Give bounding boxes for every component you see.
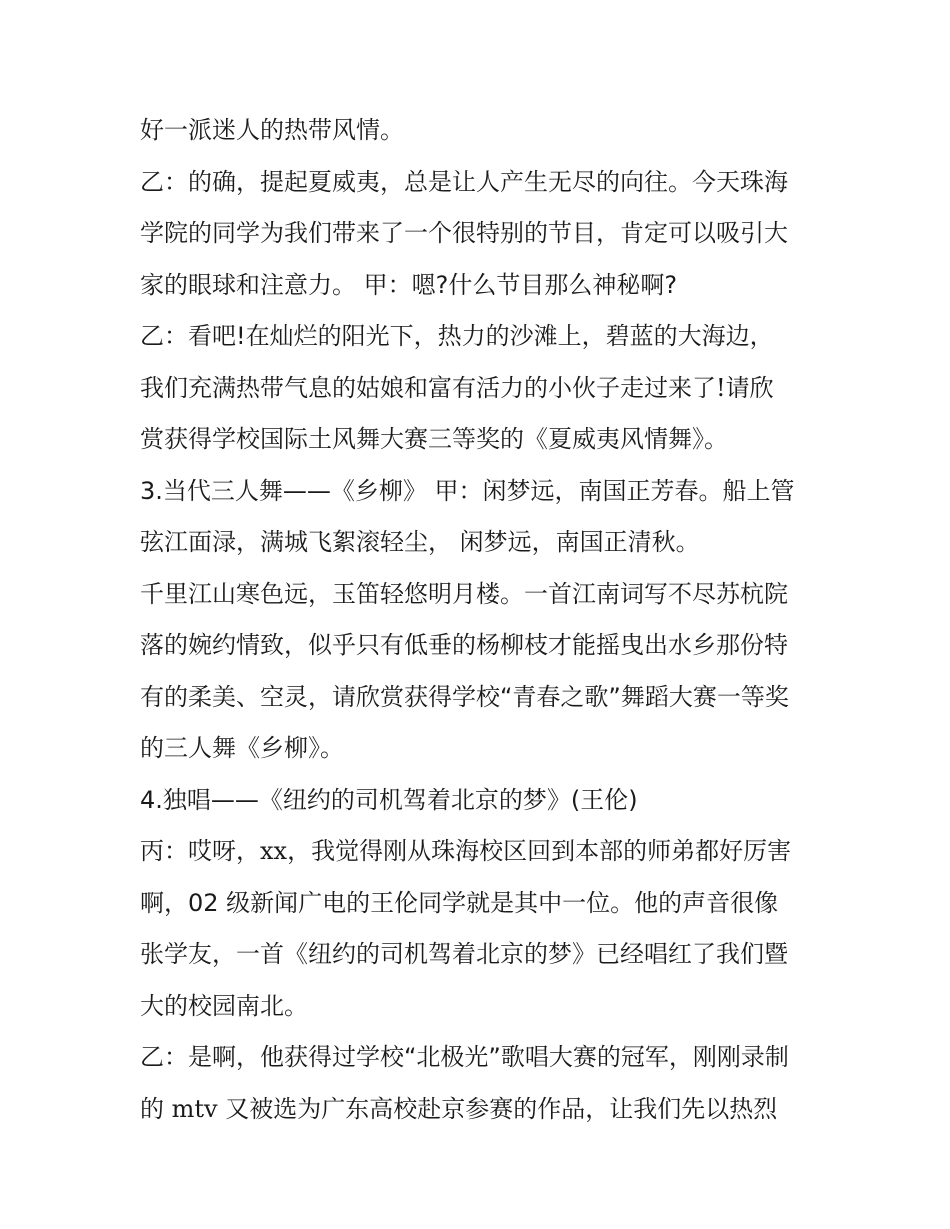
- text-line-13: [140, 723, 820, 775]
- text-run: 乙：看吧!: [140, 322, 246, 350]
- text-line-8: [140, 466, 820, 518]
- text-run: 的 mtv 又被选为广东高校赴京参赛的作品，让我们先以热烈: [140, 1094, 778, 1123]
- text-run: 在灿烂的阳光下，热力的沙滩上，碧蓝的大海边，: [245, 322, 774, 350]
- text-line-10: [140, 569, 820, 621]
- text-line-4: [140, 260, 820, 312]
- text-run: 家的眼球和注意力。 甲：: [140, 270, 412, 299]
- text-line-6: [140, 363, 820, 415]
- text-run: 有的柔美、空灵，请欣赏获得学校“青春之歌”舞蹈大赛一等奖: [140, 682, 789, 711]
- text-line-1: [140, 105, 820, 157]
- text-run: 乙：是啊，他获得过学校“北极光”歌唱大赛的冠军，刚刚录制: [140, 1043, 789, 1071]
- text-run: 嗯?什么节目那么神秘啊?: [411, 270, 678, 299]
- text-run: 乙：的确，提起夏威夷，总是让人产生无尽的向往。今天珠海: [140, 167, 788, 196]
- text-run: 啊，02 级新闻广电的王伦同学就是其中一位。他的声音很像: [140, 888, 779, 917]
- text-run: 赏获得学校国际土风舞大赛三等奖的《夏威夷风情舞》。: [140, 425, 728, 453]
- text-line-2: [140, 157, 820, 209]
- text-line-12: [140, 672, 820, 724]
- text-run: 3.当代三人舞——《乡柳》 甲：闲梦远，南国正芳春。船上管: [140, 476, 795, 505]
- text-line-7: [140, 414, 820, 466]
- text-run: 4.独唱——《纽约的司机驾着北京的梦》(王伦): [140, 785, 638, 814]
- text-line-5: [140, 311, 820, 363]
- text-run: 张学友，一首《纽约的司机驾着北京的梦》已经唱红了我们暨: [140, 940, 788, 968]
- text-line-11: [140, 620, 820, 672]
- text-line-16: [140, 878, 820, 930]
- text-run: 大的校园南北。: [140, 991, 308, 1020]
- text-line-19: [140, 1032, 820, 1084]
- text-run: 弦江面渌，满城飞絮滚轻尘， 闲梦远，南国正清秋。: [140, 528, 700, 556]
- text-line-15: [140, 826, 820, 878]
- text-line-20: [140, 1084, 820, 1136]
- text-run: 落的婉约情致，似乎只有低垂的杨柳枝才能摇曳出水乡那份特: [140, 631, 788, 659]
- text-line-17: [140, 929, 820, 981]
- text-run: 千里江山寒色远，玉笛轻悠明月楼。一首江南词写不尽苏杭院: [140, 579, 788, 608]
- text-run: 好一派迷人的热带风情。: [140, 116, 404, 144]
- text-run: 的三人舞《乡柳》。: [140, 734, 344, 762]
- text-line-3: [140, 208, 820, 260]
- text-run: 学院的同学为我们带来了一个很特别的节目，肯定可以吸引大: [140, 219, 788, 247]
- document-page: [140, 105, 820, 1135]
- text-line-9: [140, 517, 820, 569]
- text-line-14: [140, 775, 820, 827]
- text-run: 丙：哎呀，xx，我觉得刚从珠海校区回到本部的师弟都好厉害: [140, 837, 792, 865]
- text-run: 我们充满热带气息的姑娘和富有活力的小伙子走过来了!请欣: [140, 373, 774, 402]
- text-line-18: [140, 981, 820, 1033]
